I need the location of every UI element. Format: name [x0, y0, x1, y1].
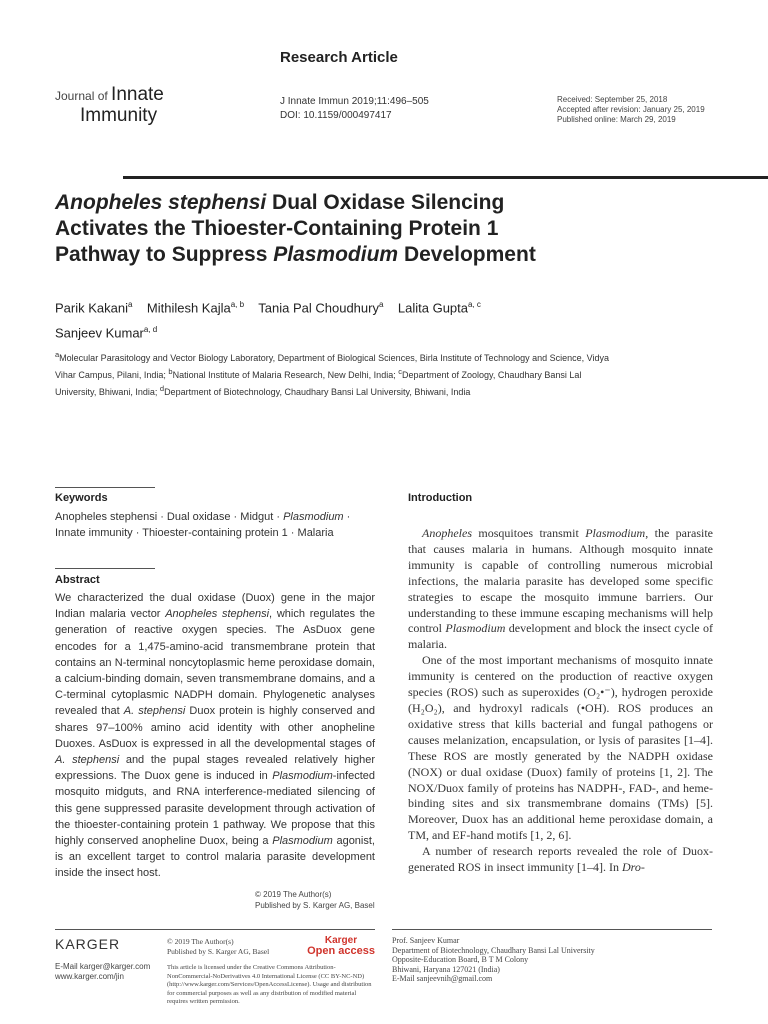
author-sup: a, d	[143, 325, 158, 335]
open-access-logo	[305, 936, 377, 957]
title-line-2: Activates the Thioester-Containing Protein 1	[55, 217, 499, 240]
open-access-logo-bottom: Open access	[307, 945, 375, 957]
abstract-italic: Plasmodium	[272, 835, 333, 848]
footer-copyright	[167, 937, 269, 956]
abstract-part: Duox protein is highly conserved and shares 97–100% amino acid identity with other anopheline Duoxes. AsDuox is expressed in all the developmental stages of	[55, 705, 375, 750]
abstract-text	[55, 590, 375, 882]
license-text: This article is licensed under the Creative Commons Attribution-NonCommercial-NoDerivatives 4.0 International License (CC BY-NC-ND) (http://www.karger.com/Services/OpenAccessLicense). Usage and distribution for commercial purposes as well as any distribution of modified material requires written permission.	[167, 964, 372, 1006]
intro-italic: Plasmodium	[585, 526, 646, 540]
journal-name-1: Innate	[111, 84, 164, 105]
publisher-contact	[55, 962, 150, 982]
footer-copyright-line: © 2019 The Author(s)	[167, 937, 234, 946]
article-type: Research Article	[280, 49, 398, 66]
abstract-part: agonist, is an excellent target to control malaria parasite development inside the insect host.	[55, 835, 375, 880]
publisher-email[interactable]: E-Mail karger@karger.com	[55, 962, 151, 971]
intro-italic: Plasmodium	[445, 621, 506, 636]
title-species: Anopheles stephensi	[55, 191, 267, 214]
abstract-part: and the pupal stages revealed relatively higher expressions. The Duox gene is induced in	[55, 754, 375, 783]
received-date: Received: September 25, 2018	[557, 95, 668, 104]
abstract-copyright	[255, 890, 375, 911]
abstract-rule	[55, 568, 155, 569]
title-line-1: Dual Oxidase Silencing	[266, 191, 505, 214]
abstract-italic: A. stephensi	[123, 705, 186, 718]
keywords-part-2: · Innate immunity · Thioester-containing protein 1 · Malaria	[55, 511, 351, 539]
dates-block	[557, 95, 705, 125]
author-sup: a, c	[468, 300, 481, 309]
intro-paragraph-2: One of the most important mechanisms of mosquito innate immunity is centered on the production of reactive oxygen species (ROS) such as superoxides (O₂•⁻), hydrogen peroxide (H₂O₂), and hydroxyl radicals (•OH). ROS produces an oxidative stress that kills bacterial and fungal pathogens or causes melanization, encapsulation, or lysis of parasites [1–4]. These ROS are mostly generated by the NADPH oxidase (NOX) or dual oxidase (Duox) family of proteins [1, 2]. The NOX/Duox family of proteins has NADPH-, FAD-, and heme-binding sites and six transmembrane domains (TMs) [5]. Moreover, Duox has an additional heme peroxidase domain, a TM, and EF-hand motifs [1, 2, 6].	[408, 653, 713, 843]
doi[interactable]: DOI: 10.1159/000497417	[280, 110, 392, 121]
intro-italic: Anopheles	[422, 526, 472, 540]
copyright-line: © 2019 The Author(s)	[255, 890, 332, 899]
published-date: Published online: March 29, 2019	[557, 115, 676, 124]
abstract-part: We characterized the dual oxidase (Duox) gene in the major Indian malaria vector	[55, 592, 375, 621]
intro-part: development and block the insect cycle of malaria.	[408, 621, 713, 652]
abstract-part: -infected mosquito midguts, and RNA interference-mediated silencing of this gene suppressed parasite development through activation of the thioester-containing protein 1 pathway. We propose that this highly conserved anopheline Duox, being a	[55, 770, 375, 848]
corr-line: Department of Biotechnology, Chaudhary Bansi Lal University	[392, 945, 595, 955]
abstract-italic: Anopheles stephensi	[165, 608, 270, 621]
keywords-rule	[55, 487, 155, 488]
corr-line: Opposite-Education Board, B T M Colony	[392, 955, 529, 965]
publisher-logo: KARGER	[55, 936, 121, 952]
corr-line: Bhiwani, Haryana 127021 (India)	[392, 964, 500, 974]
correspondence-block	[392, 936, 595, 984]
accepted-date: Accepted after revision: January 25, 2019	[557, 105, 705, 114]
intro-paragraph-1	[408, 526, 713, 653]
author-list	[55, 294, 695, 345]
author-name: Tania Pal Choudhury	[258, 300, 379, 316]
footer-rule-left	[55, 929, 375, 930]
corr-name: Prof. Sanjeev Kumar	[392, 936, 460, 945]
author-name: Parik Kakani	[55, 300, 128, 316]
journal-prefix: Journal of	[55, 89, 108, 103]
affiliation-d: Department of Biotechnology, Chaudhary Bansi Lal University, Bhiwani, India	[164, 387, 471, 397]
author-name: Mithilesh Kajla	[146, 300, 231, 316]
footer-rule-right	[392, 929, 712, 930]
header-rule	[123, 176, 768, 179]
affiliations: $^a$Molecular Parasitology and Vector Biology Laboratory, Department of Biological Sciences, Birla Institute of Technology and Science, Vidya Vihar Campus, Pilani, India; $^b$National Institute of Malaria Research, New Delhi, India; $^c$Department of Zoology, Chaudhary Bansi Lal University, Bhiwani, India; $^d$Department of Biotechnology, Chaudhary Bansi Lal University, Bhiwani, India	[55, 350, 609, 397]
keywords-heading: Keywords	[55, 492, 108, 504]
introduction-text	[408, 526, 713, 876]
author-sup: a, b	[230, 300, 245, 309]
affiliation-c: Department of Zoology, Chaudhary Bansi Lal University, Bhiwani, India;	[55, 370, 582, 397]
author-sup: a	[127, 300, 133, 309]
author-name: Lalita Gupta	[397, 300, 468, 316]
intro-part: mosquitoes transmit	[472, 526, 586, 540]
publisher-line: Published by S. Karger AG, Basel	[255, 900, 375, 910]
title-line-3a: Pathway to Suppress	[55, 243, 274, 266]
abstract-part: , which regulates the generation of reactive oxygen species. The AsDuox gene encodes for a 1,475-amino-acid transmembrane protein that contains an N-terminal noncytoplasmic heme peroxidase domain, a calcium-binding domain, seven transmembrane domains, and a C-terminal cytoplasmic NADPH domain. Phylogenetic analyses revealed that	[55, 608, 375, 718]
corr-email[interactable]: E-Mail sanjeevnih@gmail.com	[392, 974, 493, 984]
footer-publisher-line: Published by S. Karger AG, Basel	[167, 946, 270, 956]
title-genus: Plasmodium	[273, 243, 399, 266]
title-line-3b: Development	[398, 243, 536, 266]
intro-part: A number of research reports revealed the role of Duox-generated ROS in insect immunity [1–4]. In	[408, 844, 713, 875]
introduction-heading: Introduction	[408, 492, 473, 504]
intro-italic: Dro-	[621, 860, 645, 875]
journal-name-2: Immunity	[80, 105, 158, 126]
intro-part: , the parasite that causes malaria in humans. Although mosquito innate immunity is capable of controlling numerous microbial infections, the malaria parasite has developed some specific strategies to escape the mosquito immune barriers. Our understanding to these immune escaping mechanisms will help control	[408, 526, 713, 636]
abstract-italic: A. stephensi	[55, 754, 120, 767]
author-name: Sanjeev Kumar	[55, 325, 144, 341]
keywords-italic: Plasmodium	[283, 511, 344, 523]
journal-logo	[55, 84, 215, 125]
keywords-part-1: Anopheles stephensi · Dual oxidase · Midgut ·	[55, 511, 284, 523]
author-sup: a	[378, 300, 384, 309]
article-title	[55, 190, 695, 268]
abstract-italic: Plasmodium	[272, 770, 333, 783]
abstract-heading: Abstract	[55, 574, 100, 586]
publisher-web[interactable]: www.karger.com/jin	[55, 972, 124, 981]
intro-paragraph-3	[408, 844, 713, 876]
open-access-logo-top: Karger	[324, 935, 358, 946]
citation: J Innate Immun 2019;11:496–505	[280, 96, 429, 107]
citation-block	[280, 95, 429, 123]
affiliation-a: Molecular Parasitology and Vector Biology Laboratory, Department of Biological Sciences, Birla Institute of Technology and Science, Vidya Vihar Campus, Pilani, India;	[55, 353, 609, 380]
keywords-text	[55, 509, 375, 541]
affiliation-b: National Institute of Malaria Research, New Delhi, India;	[172, 370, 396, 380]
